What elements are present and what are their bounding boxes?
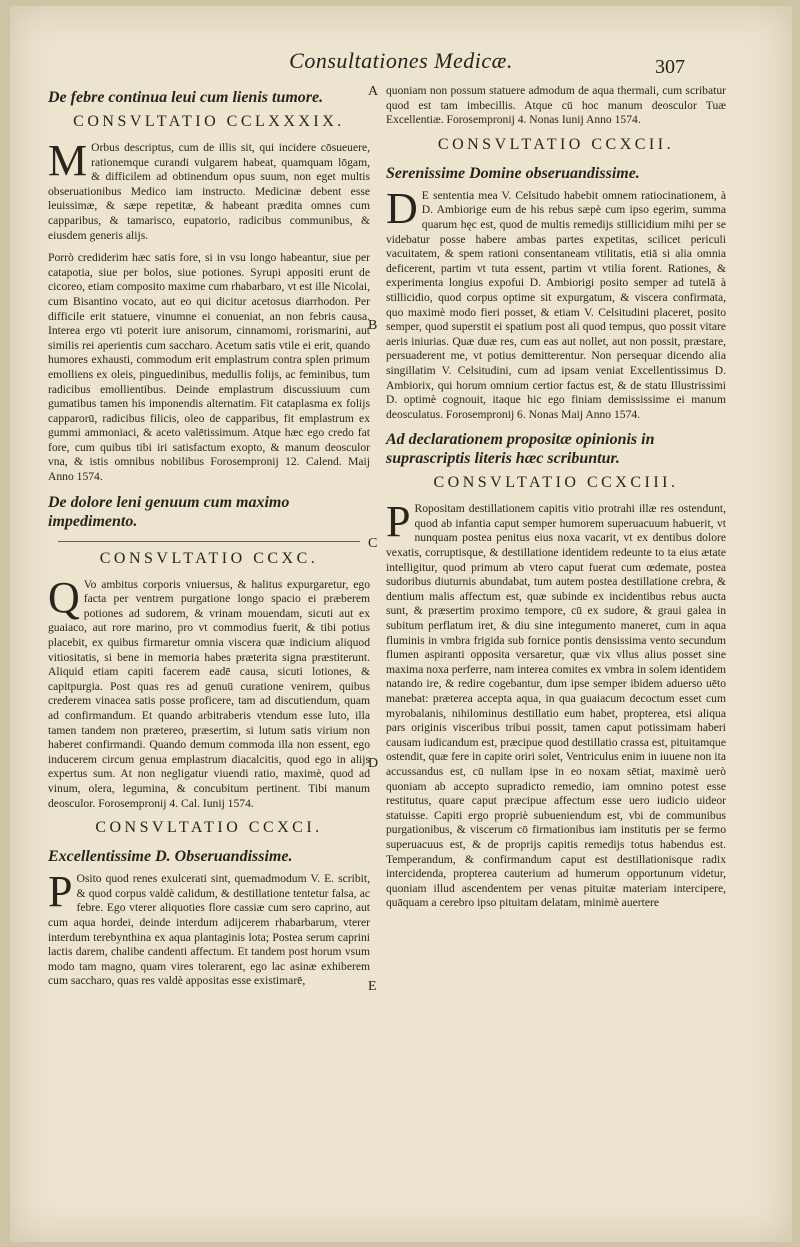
left-column (48, 84, 370, 997)
consultation-289-title: De febre continua leui cum lienis tumore. (48, 89, 324, 106)
drop-cap-q: Q (48, 572, 80, 622)
right-column (386, 84, 726, 919)
consultation-293-text: P Ropositam destillationem capitis vitio protrahi illæ res ostendunt, quod ab infantia caput semper humorem superuacuum habuerit, vt nunquam postea penitus eius noxa vacarit, vt ex dentibus dolore vexatis, corruptisque, & destillatione identidem redeunte to ta eius ætate intelligitur, quod primum ab vtero caput fuerat cum œdemate, postea sudoribus diuturnis abundabat, tum autem postea destillatione crebra, & dentium malis affectum est, quæ subinde ex incidentibus rebus aucta sunt, & præsertim proximo tempore, cū ex sudore, & graui galea in subitum perflatum iret, & diu sine integumento maneret, cum in aqua fluminis in vmbra frigida sub fornice pontis densissima vento secundum flumen aspiranti opposita versaretur, quæ vix vllus alius posset sine maxima noxa perferre, nam interea comites ex vmbra in solem identidem natando ire, & redire cogebantur, dum ipse semper ibidem aduerso uēto manebat: præterea accepta aqua, in qua guaiacum decoctum esset cum myrobalanis, nihilominus destillatio eum habet, propterea, etsi aliqua pars originis visceribus tribui possit, tamen caput potissimam haberi causam iudicandum est, præcipue quod destillatio crassa est, pituitamque ostendit, quæ fere in capite oriri solet, Ventriculus enim in iuuene non ita accussandus est, cū nullam ipse in eo noxam sētiat, maximè uerò quoniam ab accepto supradicto remedio, iam omnino potest esse restitutus, quare caput præcipue affectum esse uero iudicio uideor statuisse. Capiti ergo propriè subueniendum est, vbi de communibus purgationibus, & viscerum cō firmationibus iam institutis per se fermo superuacuus est, & de proprijs capitis remedijs totus habendus est. Temperandum, & confirmandum caput est destillationisque radix intercidenda, propterea cauterium ad humerum opportunum videtur, quoniam illud ascendentem per venas pituitæ materiam intercipere, quāquam a cerebro ipso pituitam delatam, minimè auertere (386, 497, 726, 910)
consultation-292-heading: CONSVLTATIO CCXCII. (437, 135, 675, 153)
page-number: 307 (655, 56, 685, 78)
consultation-291-heading: CONSVLTATIO CCXCI. (95, 819, 323, 837)
consultation-289-text-2: Porrò crediderim hæc satis fore, si in vsu longo habeantur, siue per catapotia, siue per bolos, siue potiones. Syrupi appositi erunt de cicoreo, etiam composito maxime cum rhabarbaro, vt est ille Nicolai, cum Bisantino vocato, aut eo qui dicitur acetosus diarrhodon. Per difficile erit statuere, vinumne ei conueniat, an non febris causa. Interea ergo vti poterit iure anisorum, cinnamomi, rorismarini, aut similis rei aperientis cum saccharo. Acetum satis vtile ei erit, quando humores exhausti, commodum erit emplastrum contra splen primum emolliens ex oleis, pinguedinibus, medullis folijs, ac feminibus, tum radicibus emollientibus. Deinde emplastrum discussiuum cum gumatibus tamen his imponendis alternatim. Fit cataplasma ex folijs capparorū, radicibus filicis, oleo de capparibus, fit emplastrum ex gummi ammoniaci, & aceto valētissimum. Atque hæc ego credo fat fore, cum quibus tibi iri satisfactum exopto, & manum deosculor vna, & istis omnibus nobilibus Forosempronij 12. Calend. Maij Anno 1574. (48, 251, 370, 484)
margin-letter-b: B (368, 318, 378, 333)
consultation-293-title: Ad declarationem propositæ opinionis in suprascriptis literis hæc scribuntur. (386, 431, 655, 468)
divider (58, 541, 360, 542)
drop-cap-p: P (48, 867, 73, 917)
drop-cap-m: M (48, 136, 88, 185)
consultation-291-title: Excellentissime D. Obseruandissime. (48, 848, 293, 866)
running-title: Consultationes Medicæ. (289, 48, 513, 73)
consultation-289-text: M Orbus descriptus, cum de illis sit, qui incidere cōsueuere, rationemque curandi vulgarem habeat, quamquam lōgam, & difficilem ad obtinendum opus suum, non eget multis obseruationibus Medico iam instructo. Medicinæ debent esse leuissimæ, & sæpe repetitæ, & habeant prædita omnes cum capparibus, & tamarisco, eupatorio, radicibus communibus, & eiusdem generis alijs. (48, 136, 370, 242)
consultation-290-title: De dolore leni genuum cum maximo impedimento. (48, 493, 290, 530)
consultation-292-text: D E sententia mea V. Celsitudo habebit omnem ratiocinationem, à D. Ambiorige eum de his rebus sæpè cum ipso egerim, summa quarum hęc est, quod de multis remedijs stillicidium mihi per se videbatur posse habere ambas partes expetitas, scilicet periculi vacuitatem, & spem rationi consentaneam vtilitatis, etiā si alia omnia deficerent, partim vt tuta essent, partim vt vtilia forent. Rationes, & experimenta longius expofui D. Ambiorigi posito semper ad tutelā à stillicidio, quod corpus optime sit expurgatum, & viscera confirmata, quo maximè modo fieri posset, & etiam V. Celsitudini placeret, posito semper, quod superstit ei spatium post ali quod tempus, quo possit vitare aeris iniurias. Quæ duæ res, cum eas aut nollet, aut non possit, præstare, persuaderent me, vt potius demitterentur. Non persequar dicendo alia singillatim V. Celsitudini, cum ad ipsam veniat Excellentissimus D. Ambiorix, qui horum omnium certior factus est, & de statu Illustrissimi D. optimè cognouit, itaque hic ego finiam demississime ei manum deosculatus. Forosempronij 6. Nonas Maij Anno 1574. (386, 183, 726, 421)
margin-letter-e: E (368, 979, 377, 994)
consultation-290-text: Q Vo ambitus corporis vniuersus, & halitus expurgaretur, ego facta per ventrem purgatione longo spacio ei præberem potiones ad sudorem, & vrinam mouendam, sicuti aut ex guaiaco, aut rore marino, pro vt commodius fuerit, & tibi potius placebit, ex quibus firmaretur omnia viscera quæ indicium aliquod vitiositatis, si bene in memoria habes præterita signa præstiterunt. Aliquid etiam capiti facerem eadē causa, sicuti lotiones, & capitpurgia. Post quas res ad genuū curatione venirem, quibus crederem vinacea satis posse proficere, tam ad discutiendum, quam ad confirmandum. Et quando arbitraberis vtendum esse luto, illa tamen tandem non prætereo, præsertim, si lutum satis virium non haberet confirmandi. Quando demum commoda illa non essent, ego inducerem circum genua emplastrum diacalcitis, quod ego in alijs expertus sum. At non negligatur viuendi ratio, maximè, quod ad vinum, olera, legumina, & concubitum pertinent. Tibi manum deosculor. Forosempronij 4. Cal. Iunij 1574. (48, 572, 370, 810)
margin-letter-d: D (368, 756, 379, 771)
consultation-293-heading: CONSVLTATIO CCXCIII. (433, 474, 679, 492)
consultation-289-heading: CONSVLTATIO CCLXXXIX. (73, 113, 345, 130)
consultation-291-text: P Osito quod renes exulcerati sint, quemadmodum V. E. scribit, & quod corpus valdè calidum, & destillatione tentetur falsa, ac febre. Ego vterer aliquoties flore cassiæ cum sero caprino, aut cum aqua hordei, deinde interdum adijcerem rhabarbarum, vterer interdum terebynthina ex aqua plantaginis lota; Postea serum caprini lactis darem, chalibe candenti affectum. Et tandem post horum vsum modo tam magno, quam vires tolerarent, ego lac asinæ exhiberem cum saccharo, quas res valdè appositas esse existimarē, (48, 867, 370, 988)
book-page (10, 6, 792, 1242)
consultation-290-heading: CONSVLTATIO CCXC. (99, 549, 319, 567)
margin-letter-c: C (368, 536, 378, 551)
consultation-291-continued: quoniam non possum statuere admodum de aqua thermali, cum scribatur quod est tam imbecillis. Atque cū hoc manum deosculor Tuæ Excellentiæ. Forosempronij 4. Nonas Iunij Anno 1574. (386, 84, 726, 127)
drop-cap-p2: P (386, 497, 411, 547)
margin-letter-a: A (368, 84, 379, 99)
consultation-292-title: Serenissime Domine obseruandissime. (386, 164, 640, 182)
drop-cap-d: D (386, 183, 418, 233)
